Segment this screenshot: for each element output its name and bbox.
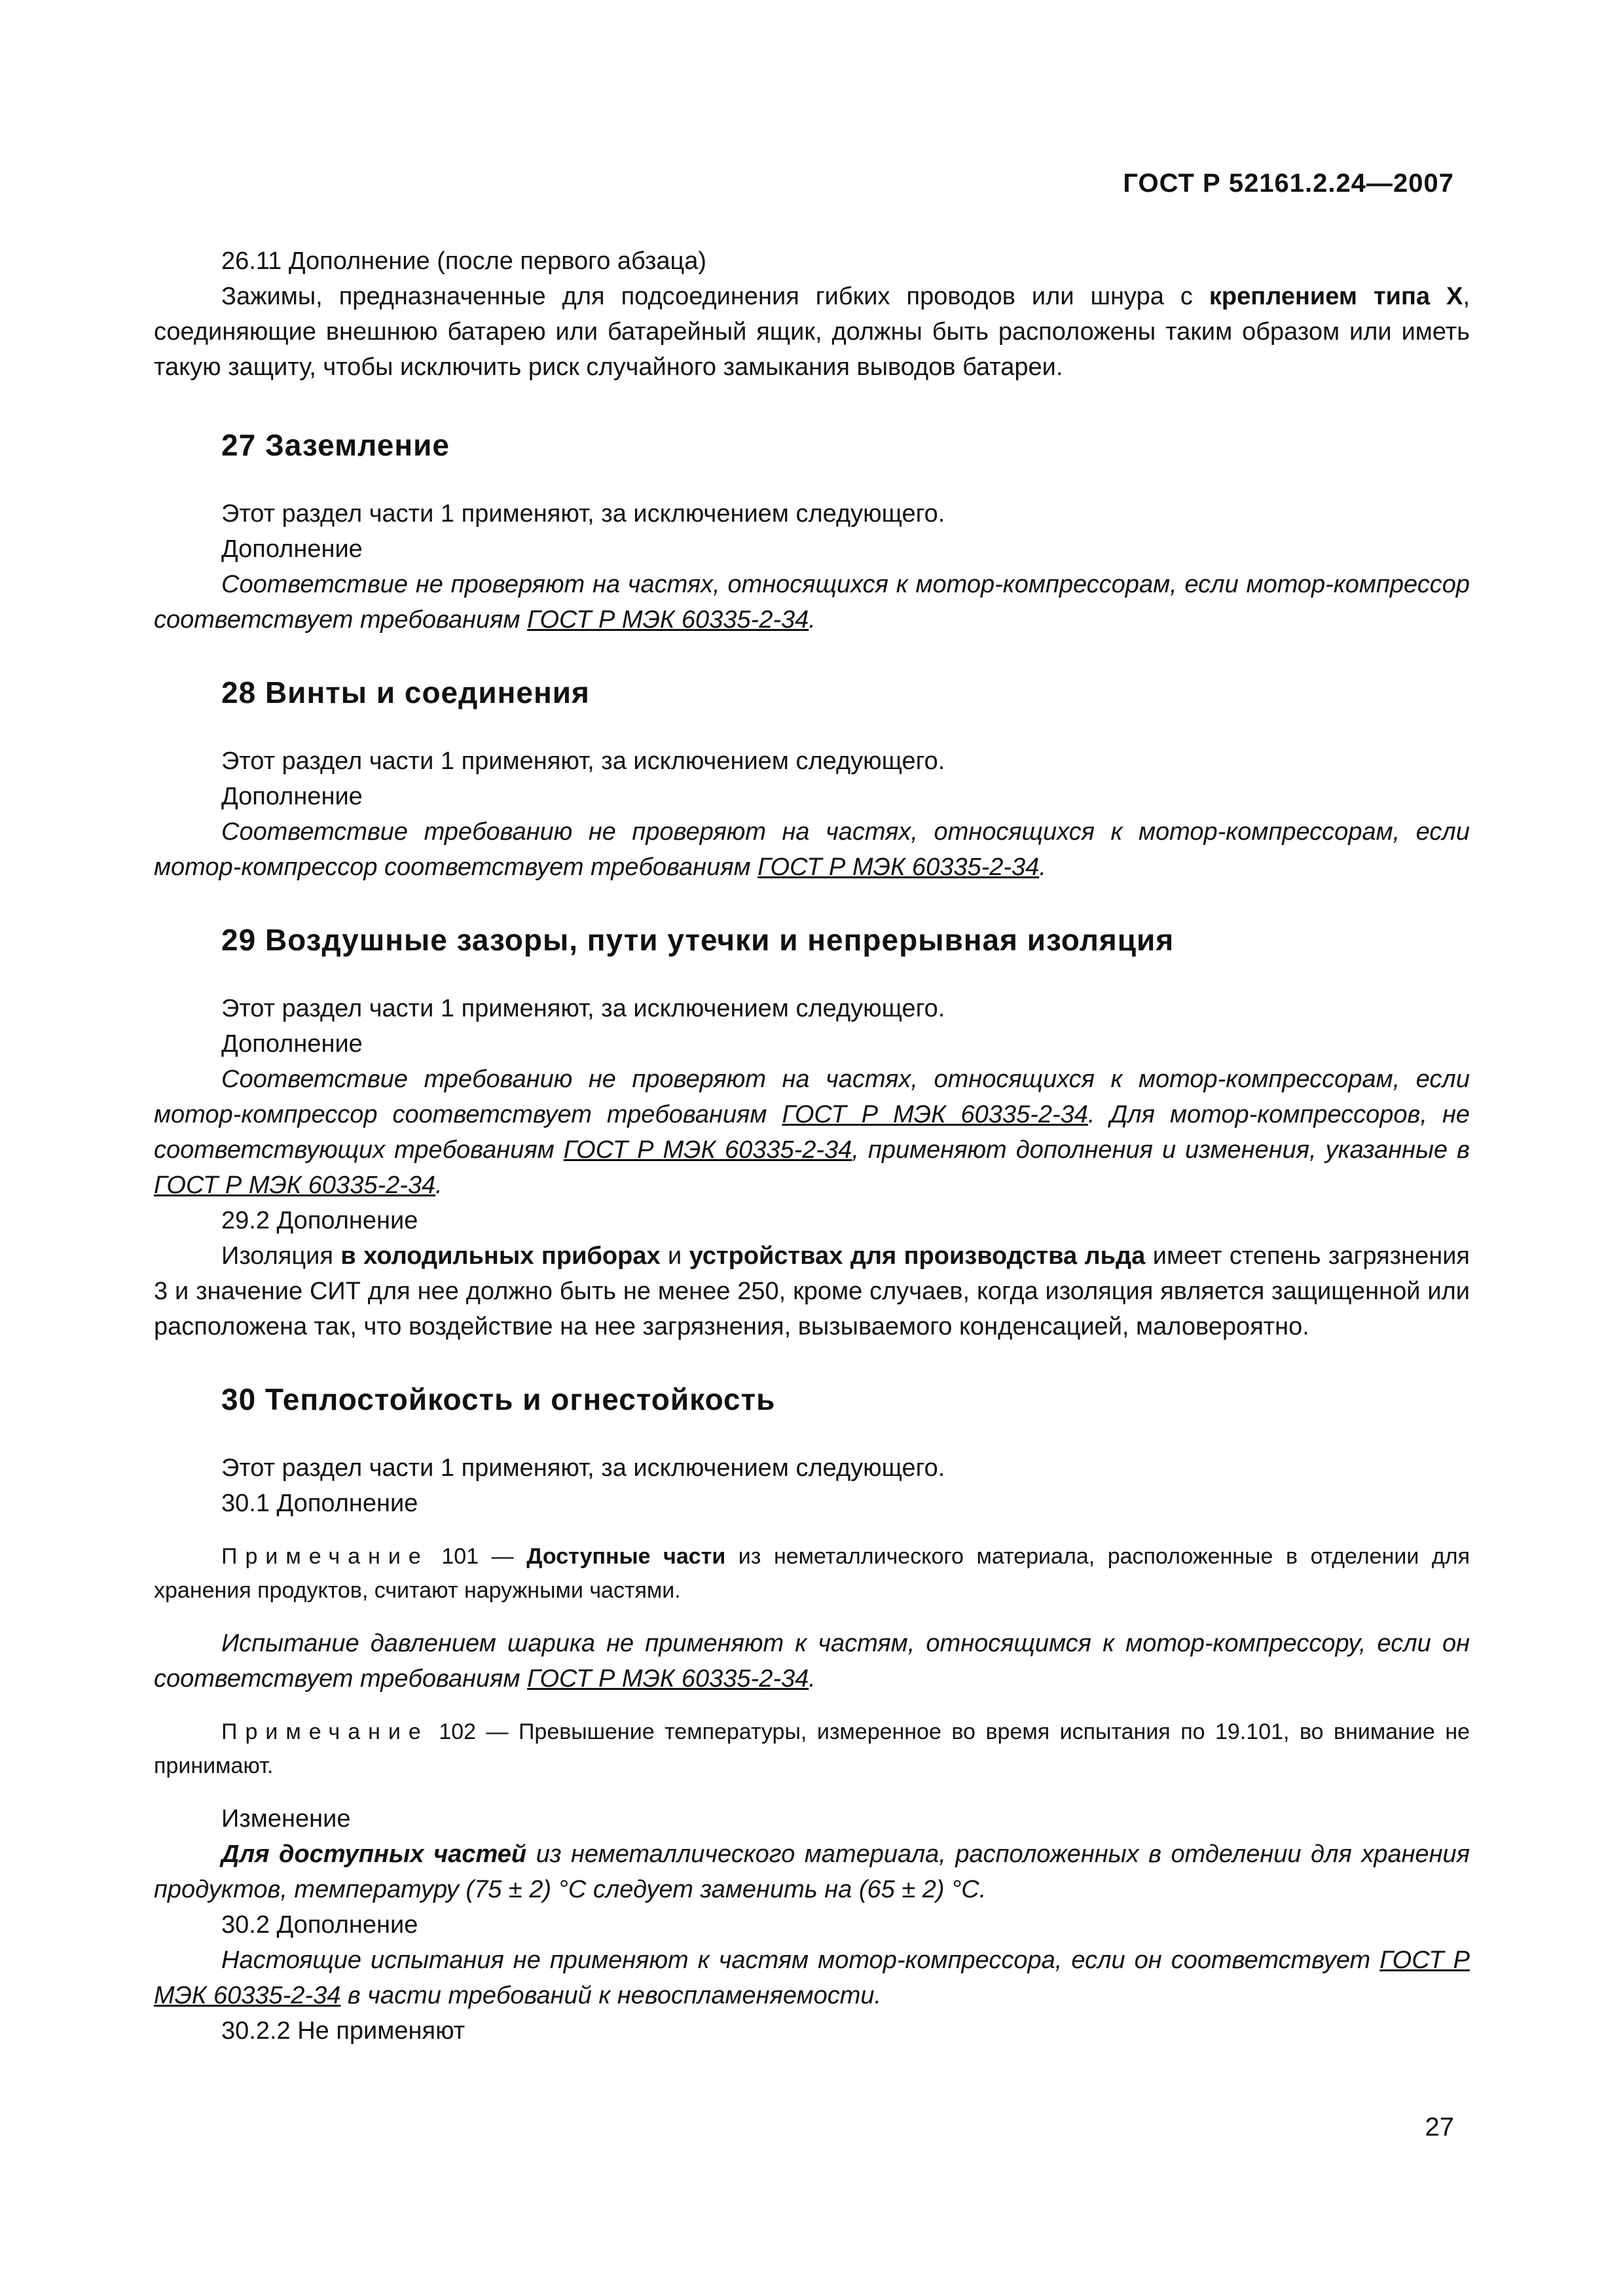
- section-27-addition: Дополнение: [221, 535, 363, 563]
- section-29-heading: 29 Воздушные зазоры, пути утечки и непрерывная изоляция: [221, 923, 1175, 957]
- section-27-intro: Этот раздел части 1 применяют, за исключением следующего.: [221, 500, 945, 528]
- clause-29-2-text: Изоляция в холодильных приборах и устройствах для производства льда имеет степень загрязнения 3 и значение СИТ для нее должно быть не менее 250, кроме случаев, когда изоляция является защищенной или расположена так, что воздействие на нее загрязнения, вызываемого конденсацией, маловероятно.: [154, 1242, 1470, 1340]
- standard-reference-link[interactable]: ГОСТ Р МЭК 60335-2-34: [154, 1946, 1470, 2009]
- ball-pressure-text: Испытание давлением шарика не применяют к частям, относящимся к мотор-компрессору, если он соответствует требованиям ГОСТ Р МЭК 60335-2-34.: [154, 1630, 1470, 1693]
- section-29-addition: Дополнение: [221, 1030, 363, 1058]
- section-29-intro: Этот раздел части 1 применяют, за исключением следующего.: [221, 995, 945, 1022]
- note-label: Примечание: [221, 1544, 429, 1569]
- section-27-heading: 27 Заземление: [221, 428, 450, 462]
- standard-reference-link[interactable]: ГОСТ Р МЭК 60335-2-34: [154, 1172, 436, 1199]
- change-text: Для доступных частей из неметаллического материала, расположенных в отделении для хранения продуктов, температуру (75 ± 2) °С следует заменить на (65 ± 2) °С.: [154, 1840, 1470, 1903]
- term-bold: Доступные части: [526, 1544, 726, 1569]
- standard-reference-link[interactable]: ГОСТ Р МЭК 60335-2-34: [782, 1101, 1088, 1128]
- standard-reference-link[interactable]: ГОСТ Р МЭК 60335-2-34: [527, 1665, 809, 1693]
- page-content: [154, 243, 1470, 2049]
- standard-reference-link[interactable]: ГОСТ Р МЭК 60335-2-34: [527, 606, 809, 634]
- section-30-heading: 30 Теплостойкость и огнестойкость: [221, 1382, 776, 1416]
- section-29-text: Соответствие требованию не проверяют на частях, относящихся к мотор-компрессорам, если мотор-компрессор соответствует требованиям ГОСТ Р МЭК 60335-2-34. Для мотор-компрессоров, не соответствующих требованиям ГОСТ Р МЭК 60335-2-34, применяют дополнения и изменения, указанные в ГОСТ Р МЭК 60335-2-34.: [154, 1066, 1470, 1199]
- clause-29-2-title: 29.2 Дополнение: [221, 1207, 418, 1234]
- section-28-heading: 28 Винты и соединения: [221, 675, 590, 709]
- page-number: 27: [1425, 2113, 1454, 2142]
- change-label: Изменение: [221, 1805, 351, 1833]
- clause-30-2-2-title: 30.2.2 Не применяют: [221, 2017, 465, 2045]
- term-bold: устройствах для производства льда: [689, 1242, 1146, 1270]
- note-102: Примечание 102 — Превышение температуры, измеренное во время испытания по 19.101, во внимание не принимают.: [154, 1719, 1470, 1778]
- standard-reference-link[interactable]: ГОСТ Р МЭК 60335-2-34: [563, 1136, 852, 1164]
- clause-30-2-text: Настоящие испытания не применяют к частям мотор-компрессора, если он соответствует ГОСТ Р МЭК 60335-2-34 в части требований к невоспламеняемости.: [154, 1946, 1470, 2009]
- note-101: Примечание 101 — Доступные части из неметаллического материала, расположенные в отделении для хранения продуктов, считают наружными частями.: [154, 1544, 1470, 1603]
- note-label: Примечание: [221, 1719, 429, 1744]
- section-28-intro: Этот раздел части 1 применяют, за исключением следующего.: [221, 747, 945, 775]
- clause-26-11-title: 26.11 Дополнение (после первого абзаца): [221, 247, 707, 275]
- standard-reference-link[interactable]: ГОСТ Р МЭК 60335-2-34: [757, 853, 1040, 881]
- section-28-addition: Дополнение: [221, 783, 363, 810]
- clause-30-1-title: 30.1 Дополнение: [221, 1490, 418, 1517]
- section-27-text: Соответствие не проверяют на частях, относящихся к мотор-компрессорам, если мотор-компрессор соответствует требованиям ГОСТ Р МЭК 60335-2-34.: [154, 571, 1470, 634]
- term-bold: Для доступных частей: [221, 1840, 527, 1868]
- section-28-text: Соответствие требованию не проверяют на частях, относящихся к мотор-компрессорам, если мотор-компрессор соответствует требованиям ГОСТ Р МЭК 60335-2-34.: [154, 818, 1470, 881]
- term-bold: креплением типа X: [1209, 283, 1463, 310]
- section-30-intro: Этот раздел части 1 применяют, за исключением следующего.: [221, 1454, 945, 1482]
- clause-30-2-title: 30.2 Дополнение: [221, 1911, 418, 1939]
- standard-header: ГОСТ Р 52161.2.24—2007: [1123, 169, 1454, 198]
- term-bold: в холодильных приборах: [340, 1242, 661, 1270]
- clause-26-11-text: Зажимы, предназначенные для подсоединения гибких проводов или шнура с креплением типа X, соединяющие внешнюю батарею или батарейный ящик, должны быть расположены таким образом или иметь такую защиту, чтобы исключить риск случайного замыкания выводов батареи.: [154, 283, 1470, 381]
